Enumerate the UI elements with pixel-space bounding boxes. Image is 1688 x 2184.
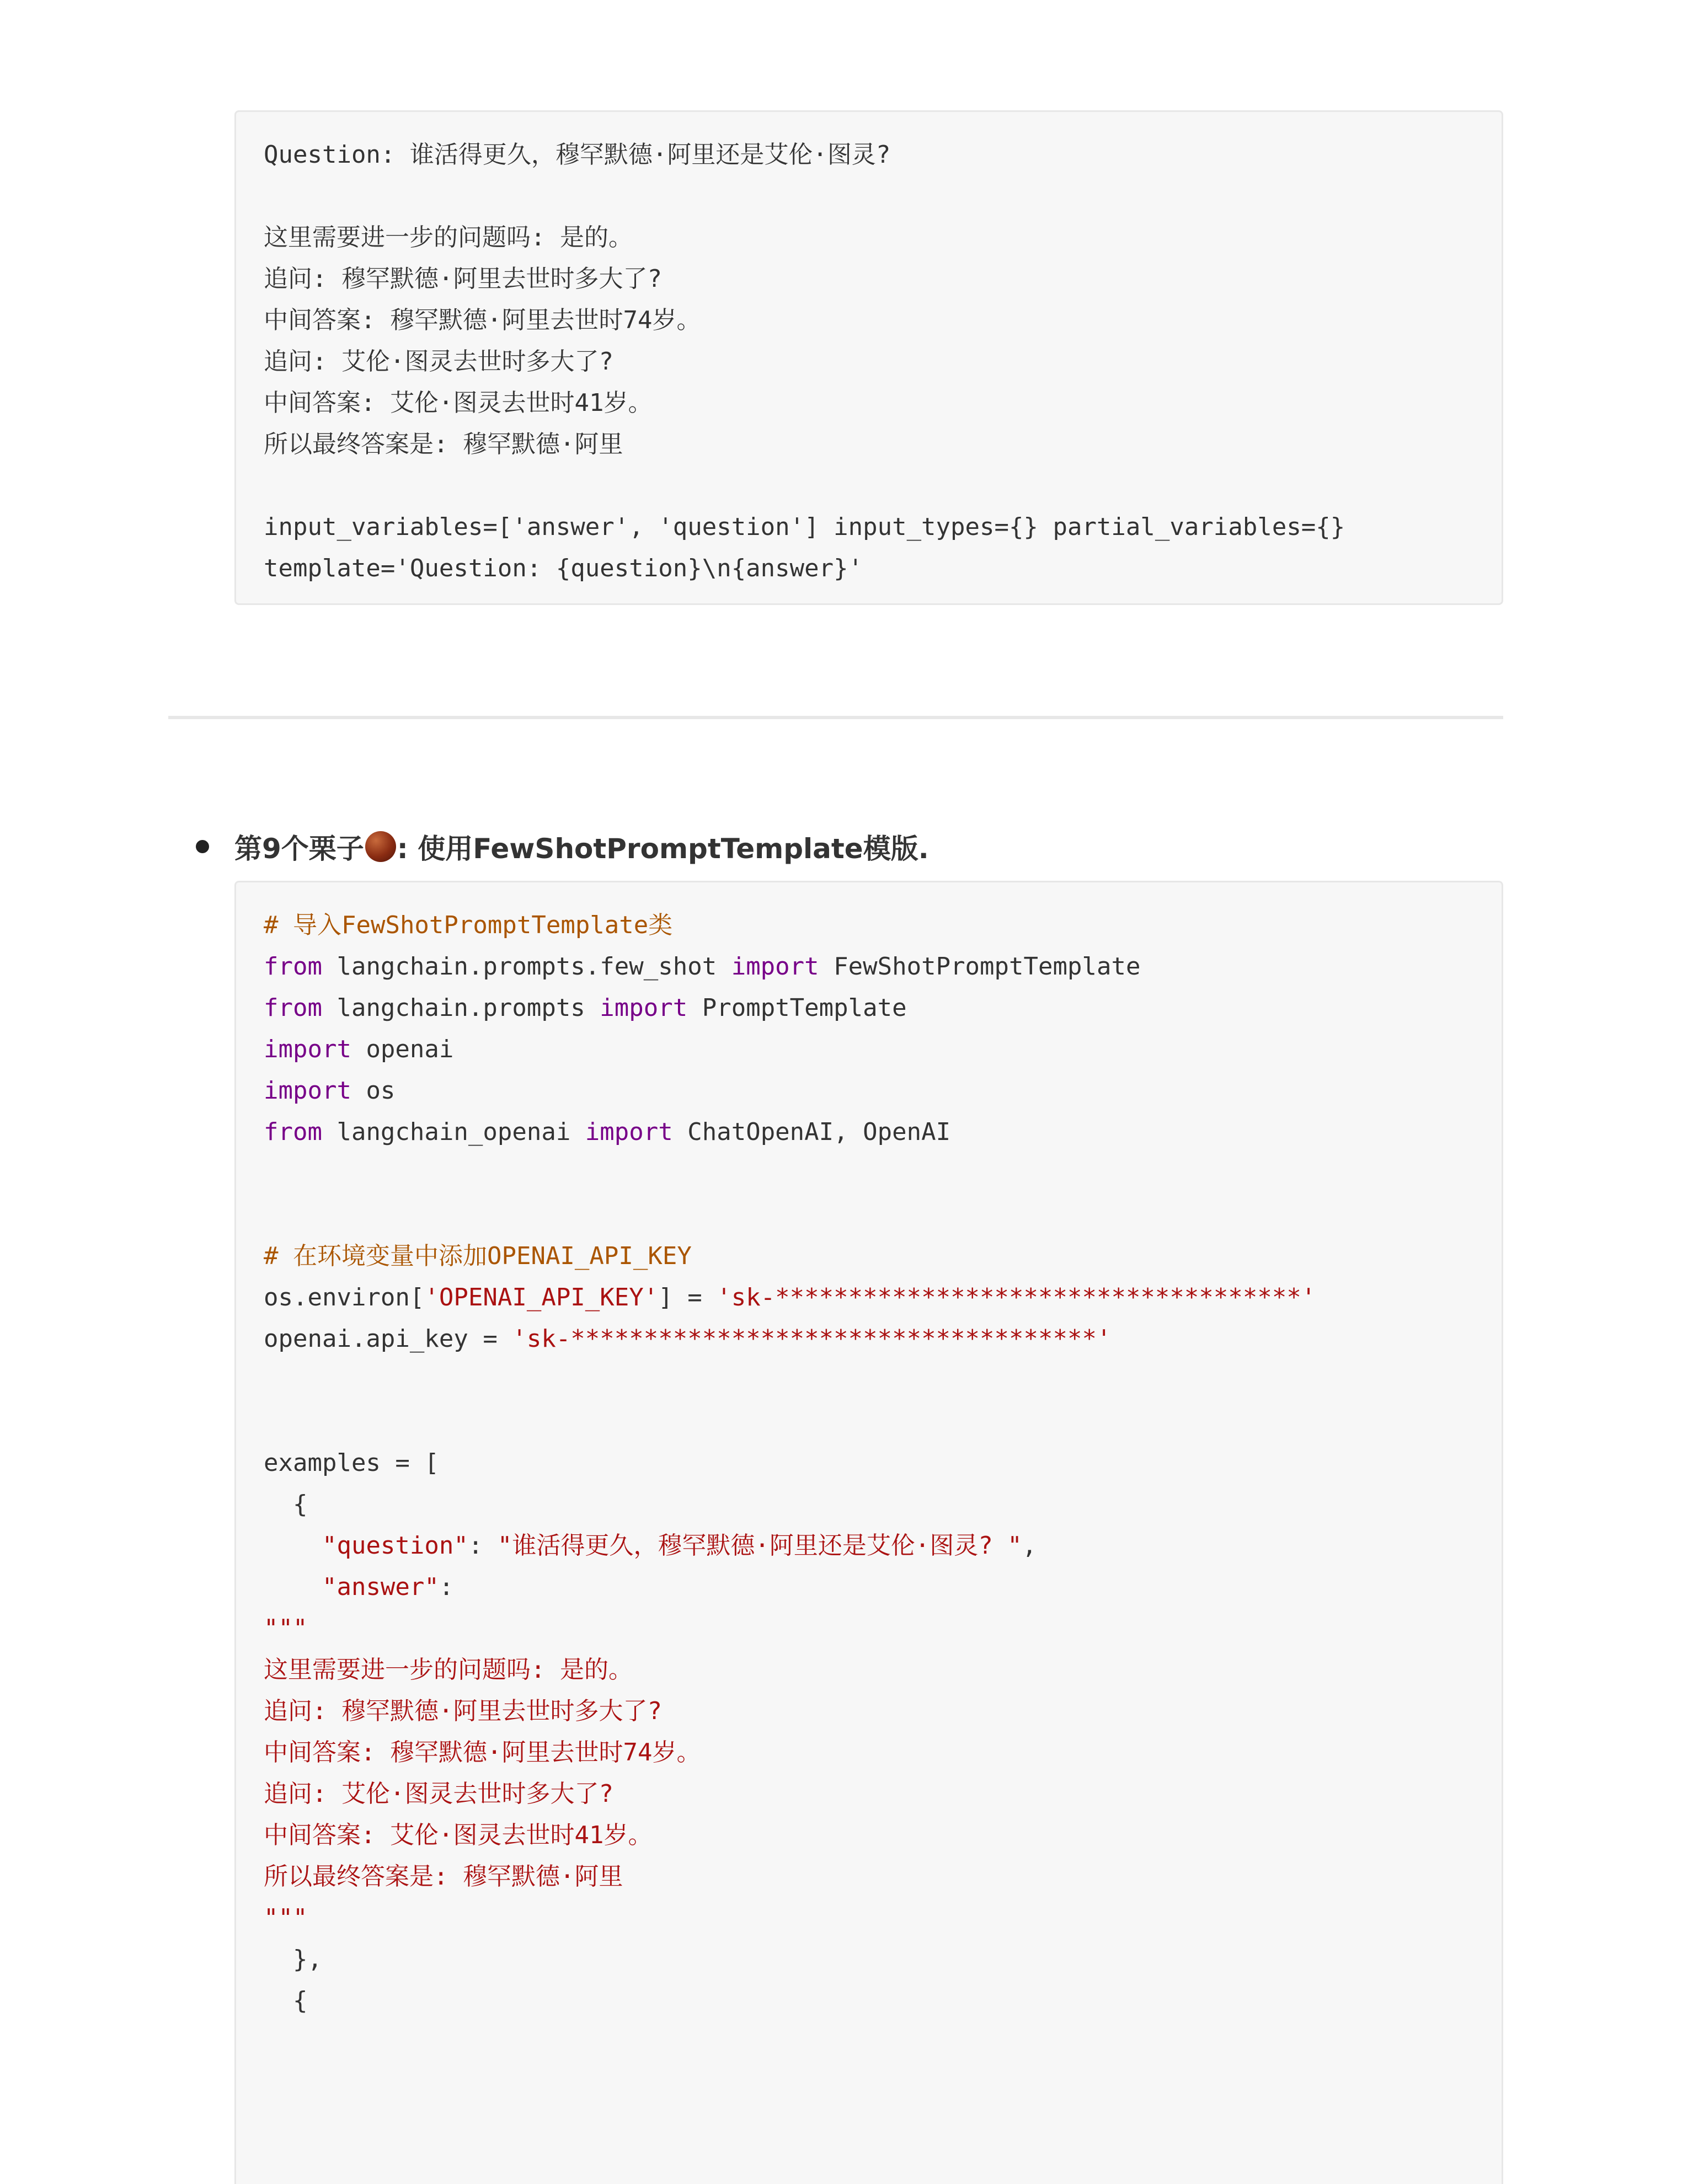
code-line: [264, 1029, 1475, 1070]
python-code-block: [234, 881, 1503, 2184]
bullet-text-after: : 使用FewShotPromptTemplate模版.: [397, 833, 929, 865]
code-line: [264, 1235, 1475, 1277]
chestnut-icon: [365, 831, 396, 862]
output-line: 中间答案: 艾伦·图灵去世时41岁。: [264, 389, 653, 417]
horizontal-divider: [168, 716, 1503, 719]
keyword: import: [600, 994, 688, 1022]
code-comment: # 在环境变量中添加OPENAI_API_KEY: [264, 1242, 692, 1270]
code-line: [264, 1442, 1475, 1484]
keyword: from: [264, 952, 322, 981]
import-name: ChatOpenAI, OpenAI: [672, 1118, 951, 1146]
output-line: 追问: 穆罕默德·阿里去世时多大了?: [264, 265, 662, 293]
output-line: 所以最终答案是: 穆罕默德·阿里: [264, 430, 623, 458]
bullet-heading: [196, 825, 929, 869]
keyword: import: [731, 952, 819, 981]
code-text: openai.api_key =: [264, 1325, 512, 1353]
code-text: ] =: [658, 1283, 717, 1312]
keyword: import: [264, 1035, 351, 1063]
string-literal: "question": [322, 1532, 468, 1560]
string-literal: 'OPENAI_API_KEY': [424, 1283, 659, 1312]
module-name: os: [351, 1077, 396, 1105]
keyword: import: [264, 1077, 351, 1105]
output-line: 这里需要进一步的问题吗: 是的。: [264, 223, 633, 251]
keyword: from: [264, 1118, 322, 1146]
code-text: {: [264, 1490, 308, 1518]
output-code-block: [234, 110, 1503, 605]
output-line: 追问: 艾伦·图灵去世时多大了?: [264, 347, 613, 376]
code-comment: # 导入FewShotPromptTemplate类: [264, 911, 673, 939]
code-line: 所以最终答案是: 穆罕默德·阿里: [264, 1862, 623, 1891]
code-line: [264, 946, 1475, 987]
code-line: [264, 1525, 1475, 1566]
code-line: [264, 1070, 1475, 1111]
string-literal: "谁活得更久，穆罕默德·阿里还是艾伦·图灵? ": [497, 1532, 1022, 1560]
code-line: },: [264, 1945, 322, 1973]
code-line: [264, 1111, 1475, 1153]
code-text: :: [439, 1573, 454, 1601]
import-name: FewShotPromptTemplate: [819, 952, 1141, 981]
output-line: [264, 465, 1475, 506]
code-line: [264, 904, 1475, 946]
code-line: """: [264, 1614, 308, 1642]
code-line: 这里需要进一步的问题吗: 是的。: [264, 1656, 633, 1684]
string-literal: 'sk-************************************': [717, 1283, 1316, 1312]
code-line-blank: [264, 1359, 1475, 1401]
output-line: template='Question: {question}\n{answer}': [264, 554, 863, 582]
code-line: [264, 987, 1475, 1029]
code-indent: [264, 1573, 322, 1601]
code-line-blank: [264, 1194, 1475, 1235]
code-text: :: [468, 1532, 498, 1560]
code-line: [264, 1484, 1475, 1525]
code-line: 中间答案: 穆罕默德·阿里去世时74岁。: [264, 1738, 701, 1767]
output-line: input_variables=['answer', 'question'] input_types={} partial_variables={}: [264, 513, 1345, 541]
import-name: PromptTemplate: [687, 994, 907, 1022]
keyword: from: [264, 994, 322, 1022]
module-name: langchain.prompts.few_shot: [322, 952, 731, 981]
code-text: ,: [1022, 1532, 1037, 1560]
code-line-blank: [264, 1153, 1475, 1194]
code-line: 追问: 穆罕默德·阿里去世时多大了?: [264, 1697, 662, 1725]
code-line: 追问: 艾伦·图灵去世时多大了?: [264, 1780, 613, 1808]
module-name: langchain.prompts: [322, 994, 600, 1022]
code-line: """: [264, 1904, 308, 1932]
code-text: os.environ[: [264, 1283, 425, 1312]
output-line: Question: 谁活得更久，穆罕默德·阿里还是艾伦·图灵?: [264, 141, 891, 169]
keyword: import: [585, 1118, 673, 1146]
string-literal: "answer": [322, 1573, 439, 1601]
code-line: 中间答案: 艾伦·图灵去世时41岁。: [264, 1821, 653, 1849]
output-line: [264, 175, 1475, 217]
code-line-blank: [264, 1401, 1475, 1442]
module-name: openai: [351, 1035, 454, 1063]
code-line: [264, 1277, 1475, 1318]
string-literal: 'sk-************************************': [512, 1325, 1112, 1353]
bullet-dot-icon: [196, 840, 209, 853]
code-line: [264, 1566, 1475, 1608]
output-line: 中间答案: 穆罕默德·阿里去世时74岁。: [264, 306, 701, 334]
bullet-text-before: 第9个栗子: [234, 833, 364, 865]
code-line: [264, 1318, 1475, 1359]
code-indent: [264, 1532, 322, 1560]
code-line: {: [264, 1987, 308, 2015]
code-text: examples = [: [264, 1449, 439, 1477]
module-name: langchain_openai: [322, 1118, 585, 1146]
